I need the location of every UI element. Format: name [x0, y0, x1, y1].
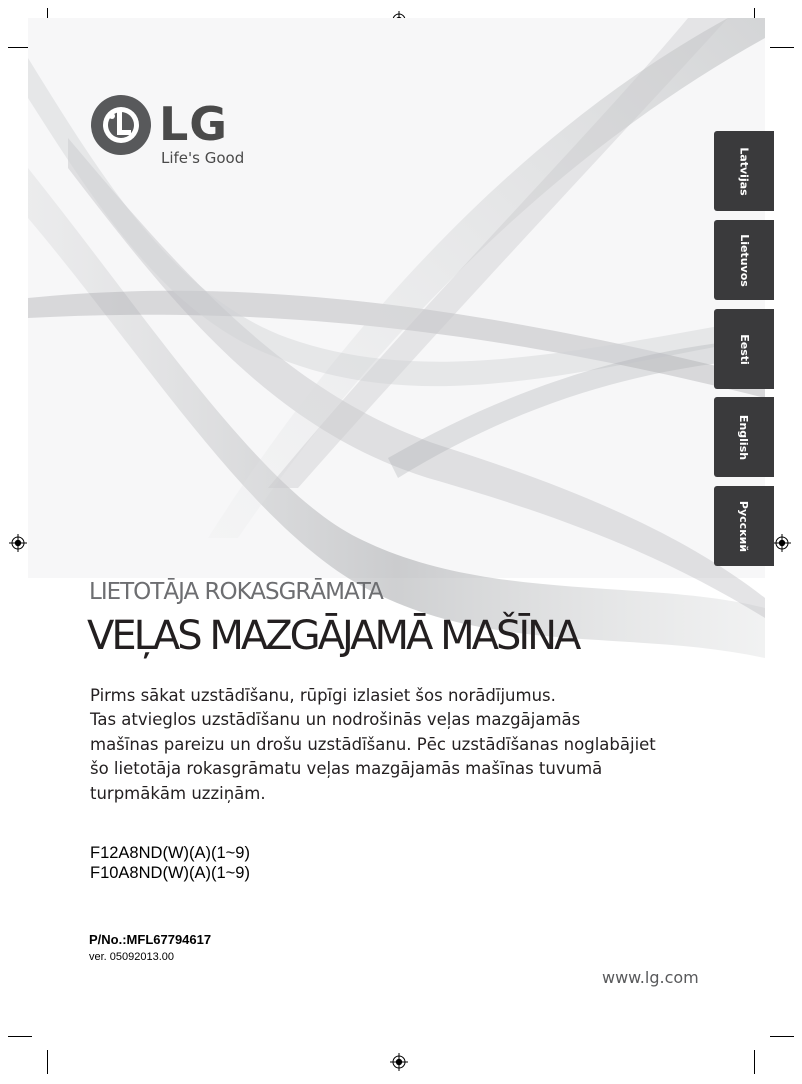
tab-label: Русский: [737, 500, 751, 552]
crop-mark: [770, 47, 794, 48]
lg-face-logo-icon: [90, 94, 152, 156]
intro-line: šo lietotāja rokasgrāmatu veļas mazgājamās mašīnas tuvumā: [90, 759, 603, 779]
intro-line: mašīnas pareizu un drošu uzstādīšanu. Pēc uzstādīšanas noglabājiet: [90, 734, 656, 754]
intro-line: turpmākām uzziņām.: [90, 783, 266, 803]
tab-eesti[interactable]: [714, 309, 774, 389]
tab-label: English: [737, 414, 751, 460]
crop-mark: [754, 1050, 755, 1074]
crop-mark: [770, 1036, 794, 1037]
logo-wordmark: LG: [159, 97, 229, 151]
intro-line: Pirms sākat uzstādīšanu, rūpīgi izlasiet šos norādījumus.: [90, 686, 556, 705]
model-number: F12A8ND(W)(A)(1~9): [90, 844, 250, 862]
version-number: ver. 05092013.00: [89, 951, 175, 963]
document-subtitle: LIETOTĀJA ROKASGRĀMATA: [89, 579, 383, 605]
tab-label: Eesti: [737, 333, 751, 365]
model-list: [90, 843, 250, 883]
website-link[interactable]: www.lg.com: [602, 968, 699, 987]
crop-mark: [8, 1036, 32, 1037]
tab-label: Lietuvos: [737, 233, 751, 287]
tab-russian[interactable]: [714, 486, 774, 566]
model-number: F10A8ND(W)(A)(1~9): [90, 864, 250, 882]
intro-line: Tas atvieglos uzstādīšanu un nodrošinās veļas mazgājamās: [90, 710, 581, 730]
logo-tagline: Life's Good: [161, 149, 245, 167]
intro-paragraph: [90, 684, 690, 806]
tab-label: Latvijas: [737, 146, 751, 196]
document-title: VEĻAS MAZGĀJAMĀ MAŠĪNA: [87, 613, 579, 659]
registration-mark-icon: [773, 534, 791, 552]
crop-mark: [47, 1050, 48, 1074]
registration-mark-icon: [390, 1053, 408, 1071]
tab-lietuvos[interactable]: [714, 220, 774, 300]
registration-mark-icon: [9, 534, 27, 552]
tab-english[interactable]: [714, 397, 774, 477]
tab-latvijas[interactable]: [714, 131, 774, 211]
part-number: P/No.:MFL67794617: [89, 932, 212, 947]
